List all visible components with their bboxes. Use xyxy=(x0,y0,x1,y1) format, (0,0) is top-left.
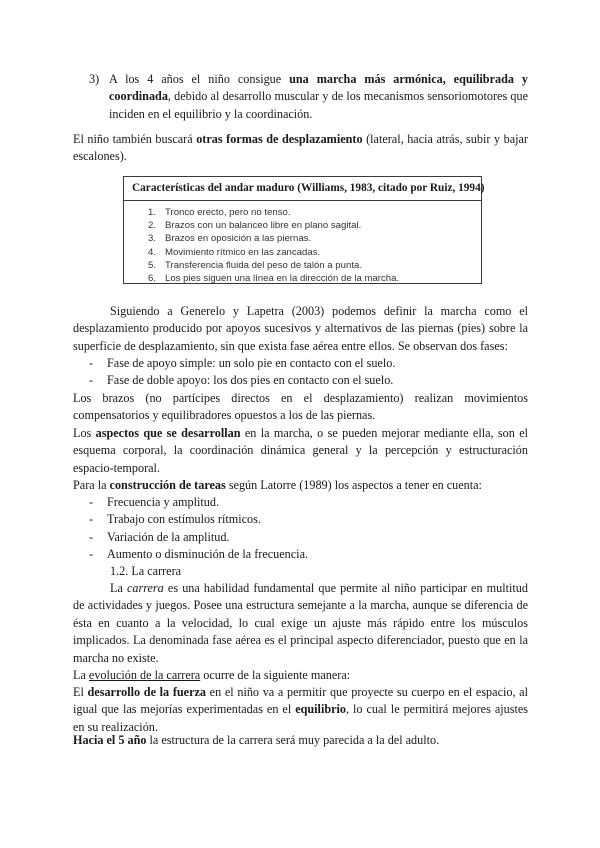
brazos-paragraph: Los brazos (no partícipes directos en el desplazamiento) realizan movimientos compensatorios y equilibradores opuestos a los de las piernas. xyxy=(73,391,528,423)
fuerza-paragraph: El desarrollo de la fuerza en el niño va a permitir que proyecte su cuerpo en el espacio, al igual que las mejorías experimentadas en el equilibrio, lo cual le permitirá mejores ajustes en su realización. xyxy=(73,685,528,734)
table-row xyxy=(124,219,481,232)
construccion-paragraph: Para la construcción de tareas según Latorre (1989) los aspectos a tener en cuenta: xyxy=(73,478,482,492)
table-row-text: Brazos con un balanceo libre en plano sagital. xyxy=(165,220,362,232)
list-item: - Aumento o disminución de la frecuencia. xyxy=(89,547,309,562)
table-row xyxy=(124,232,481,245)
tareas-list xyxy=(73,494,528,564)
table-row-text: Los pies siguen una línea en la dirección de la marcha. xyxy=(165,272,400,284)
table-title: Características del andar maduro (Williams, 1983, citado por Ruiz, 1994) xyxy=(124,177,481,201)
item-number: 3) xyxy=(89,72,100,86)
table-row xyxy=(124,259,481,272)
table-row-number: 1. xyxy=(148,207,157,218)
marcha-definition: Siguiendo a Generelo y Lapetra (2003) podemos definir la marcha como el desplazamiento producido por apoyos sucesivos y alternativos de las piernas (pies) sobre la superficie de desplazamiento, sin que exista fase aérea entre ellos. Se observan dos fases: xyxy=(73,304,528,353)
table-row-text: Transferencia fluida del peso de talón a punta. xyxy=(165,259,362,271)
list-item-3 xyxy=(89,71,528,123)
table-row-number: 3. xyxy=(148,233,157,245)
table-row-text: Movimiento rítmico en las zancadas. xyxy=(165,246,321,258)
table-row xyxy=(124,206,481,219)
list-item: - Trabajo con estímulos rítmicos. xyxy=(89,512,261,527)
table-row-number: 5. xyxy=(148,259,157,271)
carrera-paragraph: La carrera es una habilidad fundamental que permite al niño participar en multitud de actividades y juegos. Posee una estructura semejante a la marcha, aunque se diferencia de ésta en cuanto a la velocidad, lo cual exige un ajuste más rápido entre los músculos implicados. La denominada fase aérea es el principal aspecto diferenciador, puesto que en la marcha no existe. xyxy=(73,581,528,665)
list-item: - Fase de apoyo simple: un solo pie en contacto con el suelo. xyxy=(89,356,396,370)
list-item: - Variación de la amplitud. xyxy=(89,529,230,544)
table-row-text: Tronco erecto, pero no tenso. xyxy=(165,207,291,218)
aspectos-paragraph: Los aspectos que se desarrollan en la marcha, o se pueden mejorar mediante ella, son el esquema corporal, la coordinación dinámica general y la percepción y estructuración espacio-temporal. xyxy=(73,426,528,475)
section-heading: 1.2. La carrera xyxy=(110,564,182,578)
characteristics-table xyxy=(123,176,485,284)
table-row-number: 4. xyxy=(148,246,157,258)
table-list xyxy=(124,206,481,285)
table-row-number: 2. xyxy=(148,220,157,232)
table-row xyxy=(124,272,481,285)
item-3-text: A los 4 años el niño consigue una marcha más armónica, equilibrada y coordinada, debido al desarrollo muscular y de los mecanismos sensoriomotores que inciden en el equilibrio y la coordinación. xyxy=(109,72,528,121)
table-row-text: Brazos en oposición a las piernas. xyxy=(165,233,312,245)
otras-formas-paragraph: El niño también buscará otras formas de desplazamiento (lateral, hacia atrás, subir y bajar escalones). xyxy=(73,132,528,164)
evolucion-paragraph: La evolución de la carrera ocurre de la siguiente manera: xyxy=(73,668,351,682)
list-item: - Frecuencia y amplitud. xyxy=(89,495,220,509)
table-row xyxy=(124,246,481,259)
cinco-anos-paragraph: Hacia el 5 año la estructura de la carrera será muy parecida a la del adulto. xyxy=(73,733,440,747)
fases-list xyxy=(73,355,528,390)
list-item: - Fase de doble apoyo: los dos pies en contacto con el suelo. xyxy=(89,373,394,388)
table-row-number: 6. xyxy=(148,272,157,284)
